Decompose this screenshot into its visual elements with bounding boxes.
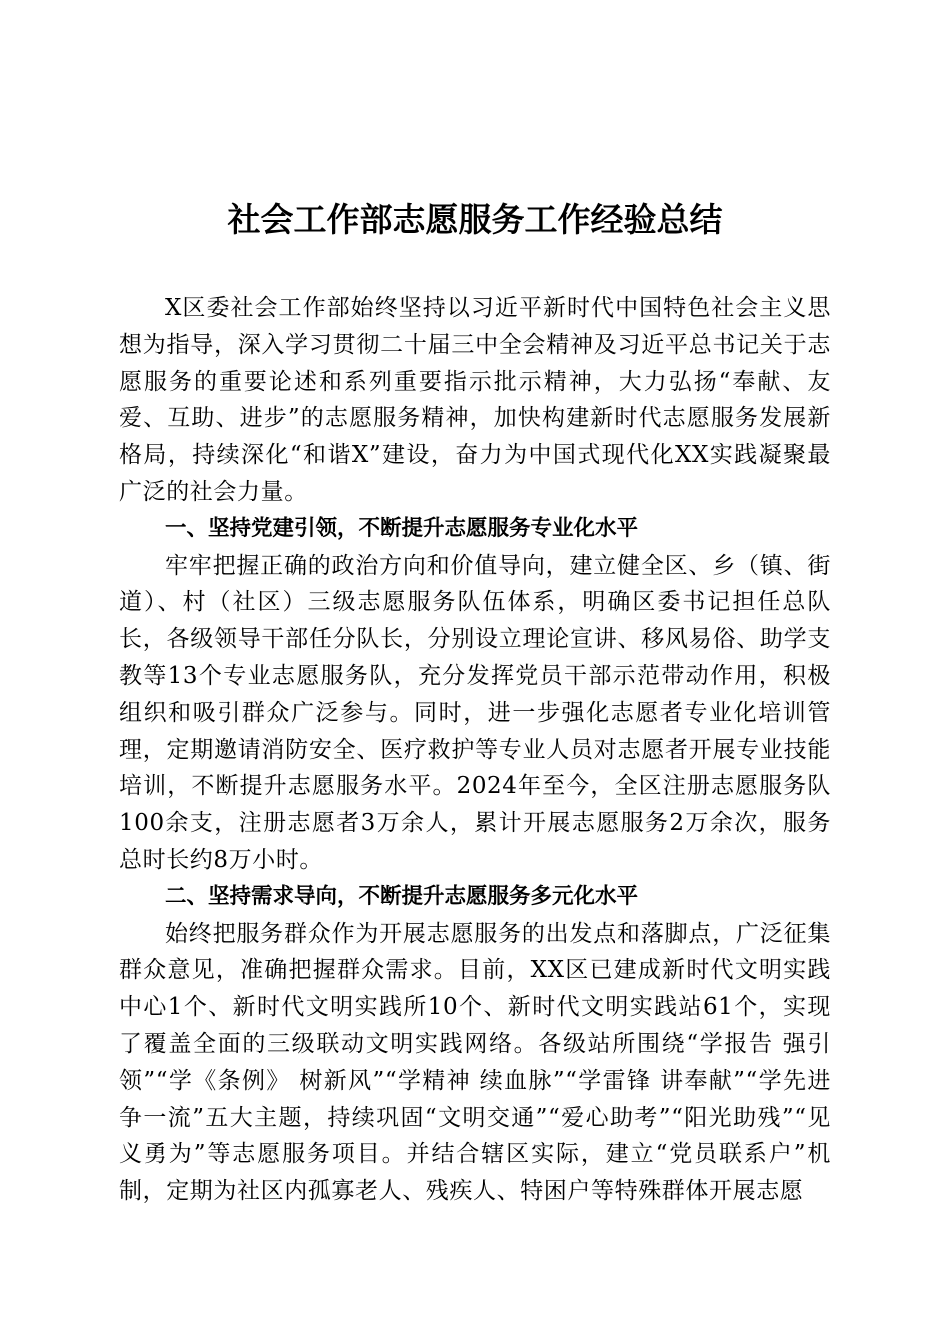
section-heading-2: 二、坚持需求导向，不断提升志愿服务多元化水平: [165, 883, 639, 909]
section-body-2: 始终把服务群众作为开展志愿服务的出发点和落脚点，广泛征集群众意见，准确把握群众需求。目前，XX区已建成新时代文明实践中心1个、新时代文明实践所10个、新时代文明实践站61个，实现了覆盖全面的三级联动文明实践网络。各级站所围绕“学报告 强引领”“学《条例》 树新风”“学精神 续血脉”“学雷锋 讲奉献”“学先进 争一流”五大主题，持续巩固“文明交通”“爱心助考”“阳光助残”“见义勇为”等志愿服务项目。并结合辖区实际，建立“党员联系户”机制，定期为社区内孤寡老人、残疾人、特困户等特殊群体开展志愿: [119, 920, 831, 1205]
document-title: 社会工作部志愿服务工作经验总结: [227, 200, 723, 239]
section-body-1: 牢牢把握正确的政治方向和价值导向，建立健全区、乡（镇、街道）、村（社区）三级志愿服务队伍体系，明确区委书记担任总队长，各级领导干部任分队长，分别设立理论宣讲、移风易俗、助学支教等13个专业志愿服务队，充分发挥党员干部示范带动作用，积极组织和吸引群众广泛参与。同时，进一步强化志愿者专业化培训管理，定期邀请消防安全、医疗救护等专业人员对志愿者开展专业技能培训，不断提升志愿服务水平。2024年至今，全区注册志愿服务队100余支，注册志愿者3万余人，累计开展志愿服务2万余次，服务总时长约8万小时。: [119, 552, 831, 873]
document-body: [119, 290, 831, 1210]
intro-paragraph: X区委社会工作部始终坚持以习近平新时代中国特色社会主义思想为指导，深入学习贯彻二十届三中全会精神及习近平总书记关于志愿服务的重要论述和系列重要指示批示精神，大力弘扬“奉献、友爱、互助、进步”的志愿服务精神，加快构建新时代志愿服务发展新格局，持续深化“和谐X”建设，奋力为中国式现代化XX实践凝聚最广泛的社会力量。: [119, 295, 831, 505]
section-heading-1: 一、坚持党建引领，不断提升志愿服务专业化水平: [165, 515, 639, 541]
